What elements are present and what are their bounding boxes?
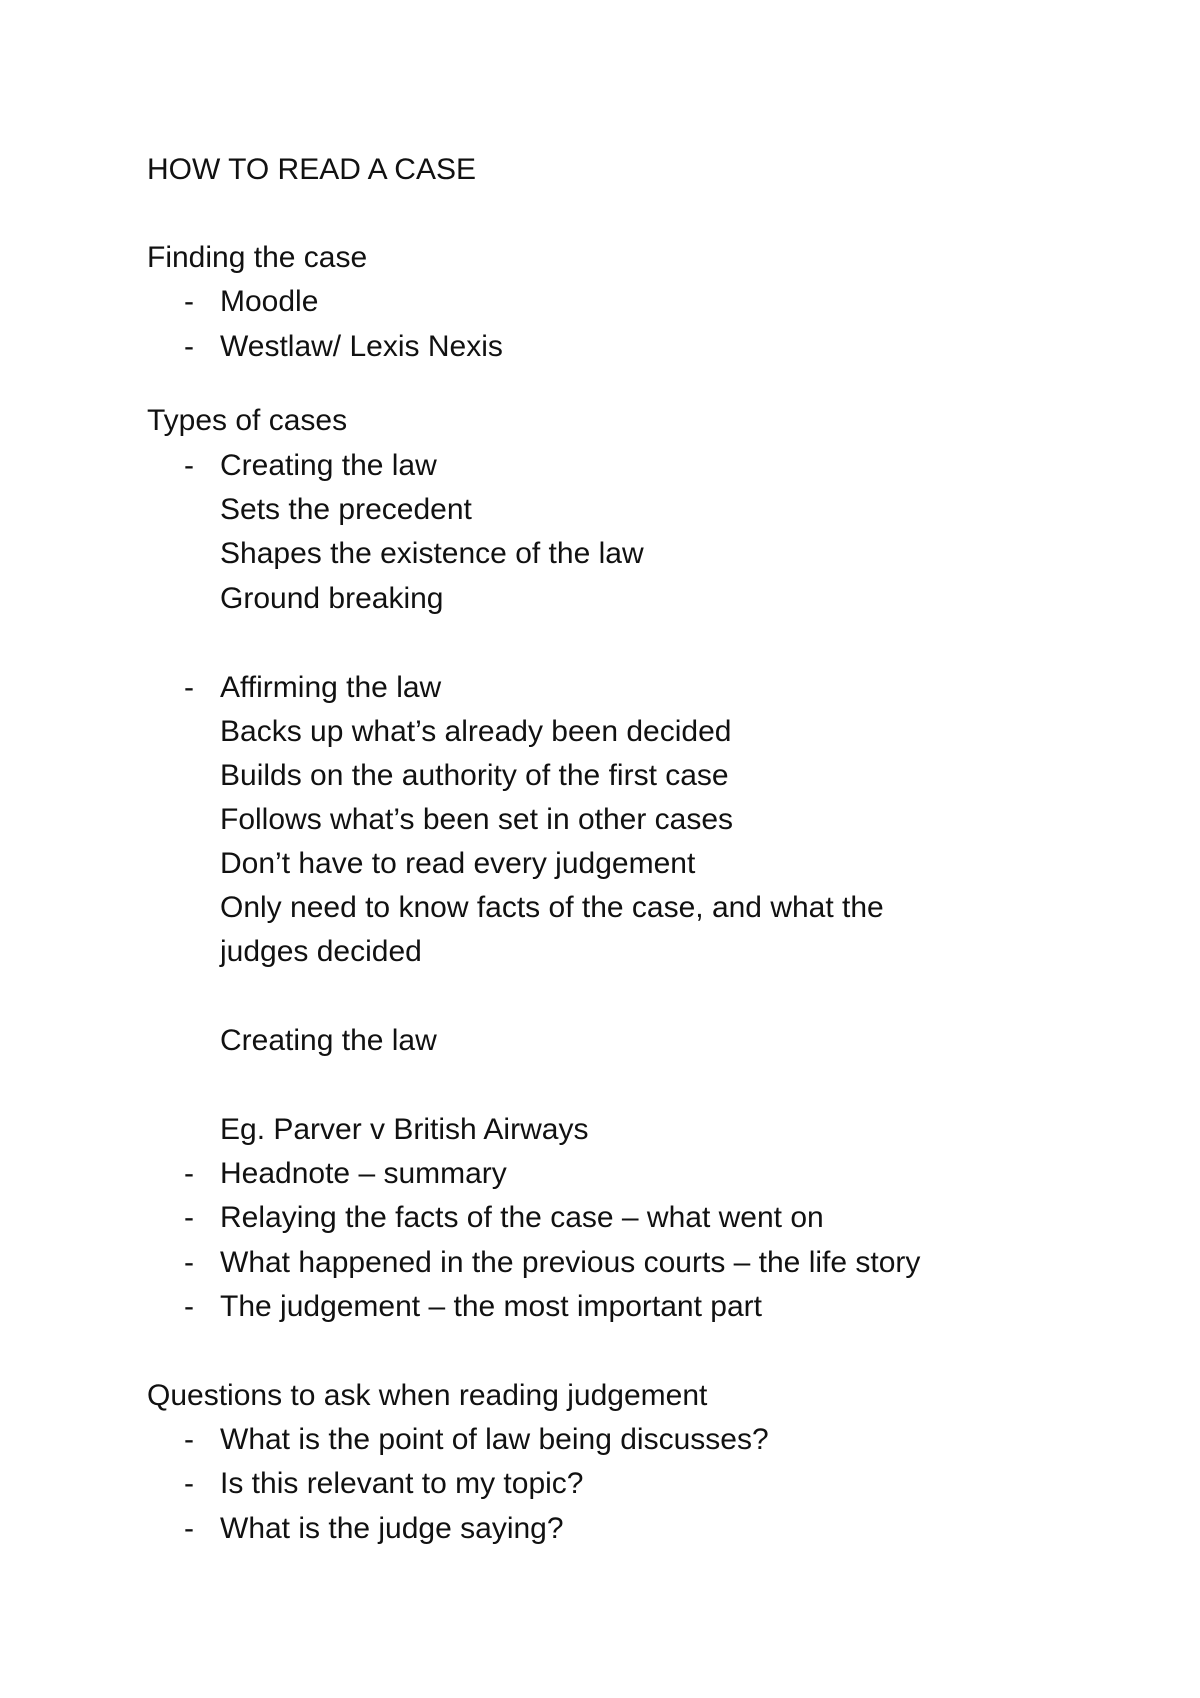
list-item: Shapes the existence of the law — [220, 537, 644, 570]
bullet-dash: - — [184, 1512, 194, 1545]
creating-again-label: Creating the law — [220, 1024, 437, 1057]
list-item: Only need to know facts of the case, and what the — [220, 891, 884, 924]
bullet-dash: - — [184, 1246, 194, 1279]
list-item: What is the judge saying? — [220, 1512, 564, 1545]
bullet-dash: - — [184, 1467, 194, 1500]
affirming-label: Affirming the law — [220, 671, 442, 704]
creating-label: Creating the law — [220, 449, 437, 482]
list-item: Ground breaking — [220, 582, 444, 615]
questions-heading: Questions to ask when reading judgement — [147, 1379, 708, 1412]
list-item: Backs up what’s already been decided — [220, 715, 732, 748]
list-item: Headnote – summary — [220, 1157, 507, 1190]
list-item: What happened in the previous courts – the life story — [220, 1246, 921, 1279]
bullet-dash: - — [184, 1201, 194, 1234]
finding-heading: Finding the case — [147, 241, 368, 274]
list-item: judges decided — [220, 935, 422, 968]
bullet-dash: - — [184, 1157, 194, 1190]
list-item: Sets the precedent — [220, 493, 472, 526]
list-item: Westlaw/ Lexis Nexis — [220, 330, 503, 363]
bullet-dash: - — [184, 1423, 194, 1456]
example-case: Eg. Parver v British Airways — [220, 1113, 589, 1146]
list-item: Follows what’s been set in other cases — [220, 803, 734, 836]
list-item: Builds on the authority of the first case — [220, 759, 729, 792]
list-item: Don’t have to read every judgement — [220, 847, 696, 880]
list-item: The judgement – the most important part — [220, 1290, 762, 1323]
bullet-dash: - — [184, 671, 194, 704]
list-item: Moodle — [220, 285, 319, 318]
bullet-dash: - — [184, 285, 194, 318]
bullet-dash: - — [184, 330, 194, 363]
bullet-dash: - — [184, 449, 194, 482]
list-item: Relaying the facts of the case – what went on — [220, 1201, 824, 1234]
list-item: What is the point of law being discusses? — [220, 1423, 769, 1456]
list-item: Is this relevant to my topic? — [220, 1467, 584, 1500]
document-title: HOW TO READ A CASE — [147, 153, 476, 186]
types-heading: Types of cases — [147, 404, 348, 437]
bullet-dash: - — [184, 1290, 194, 1323]
